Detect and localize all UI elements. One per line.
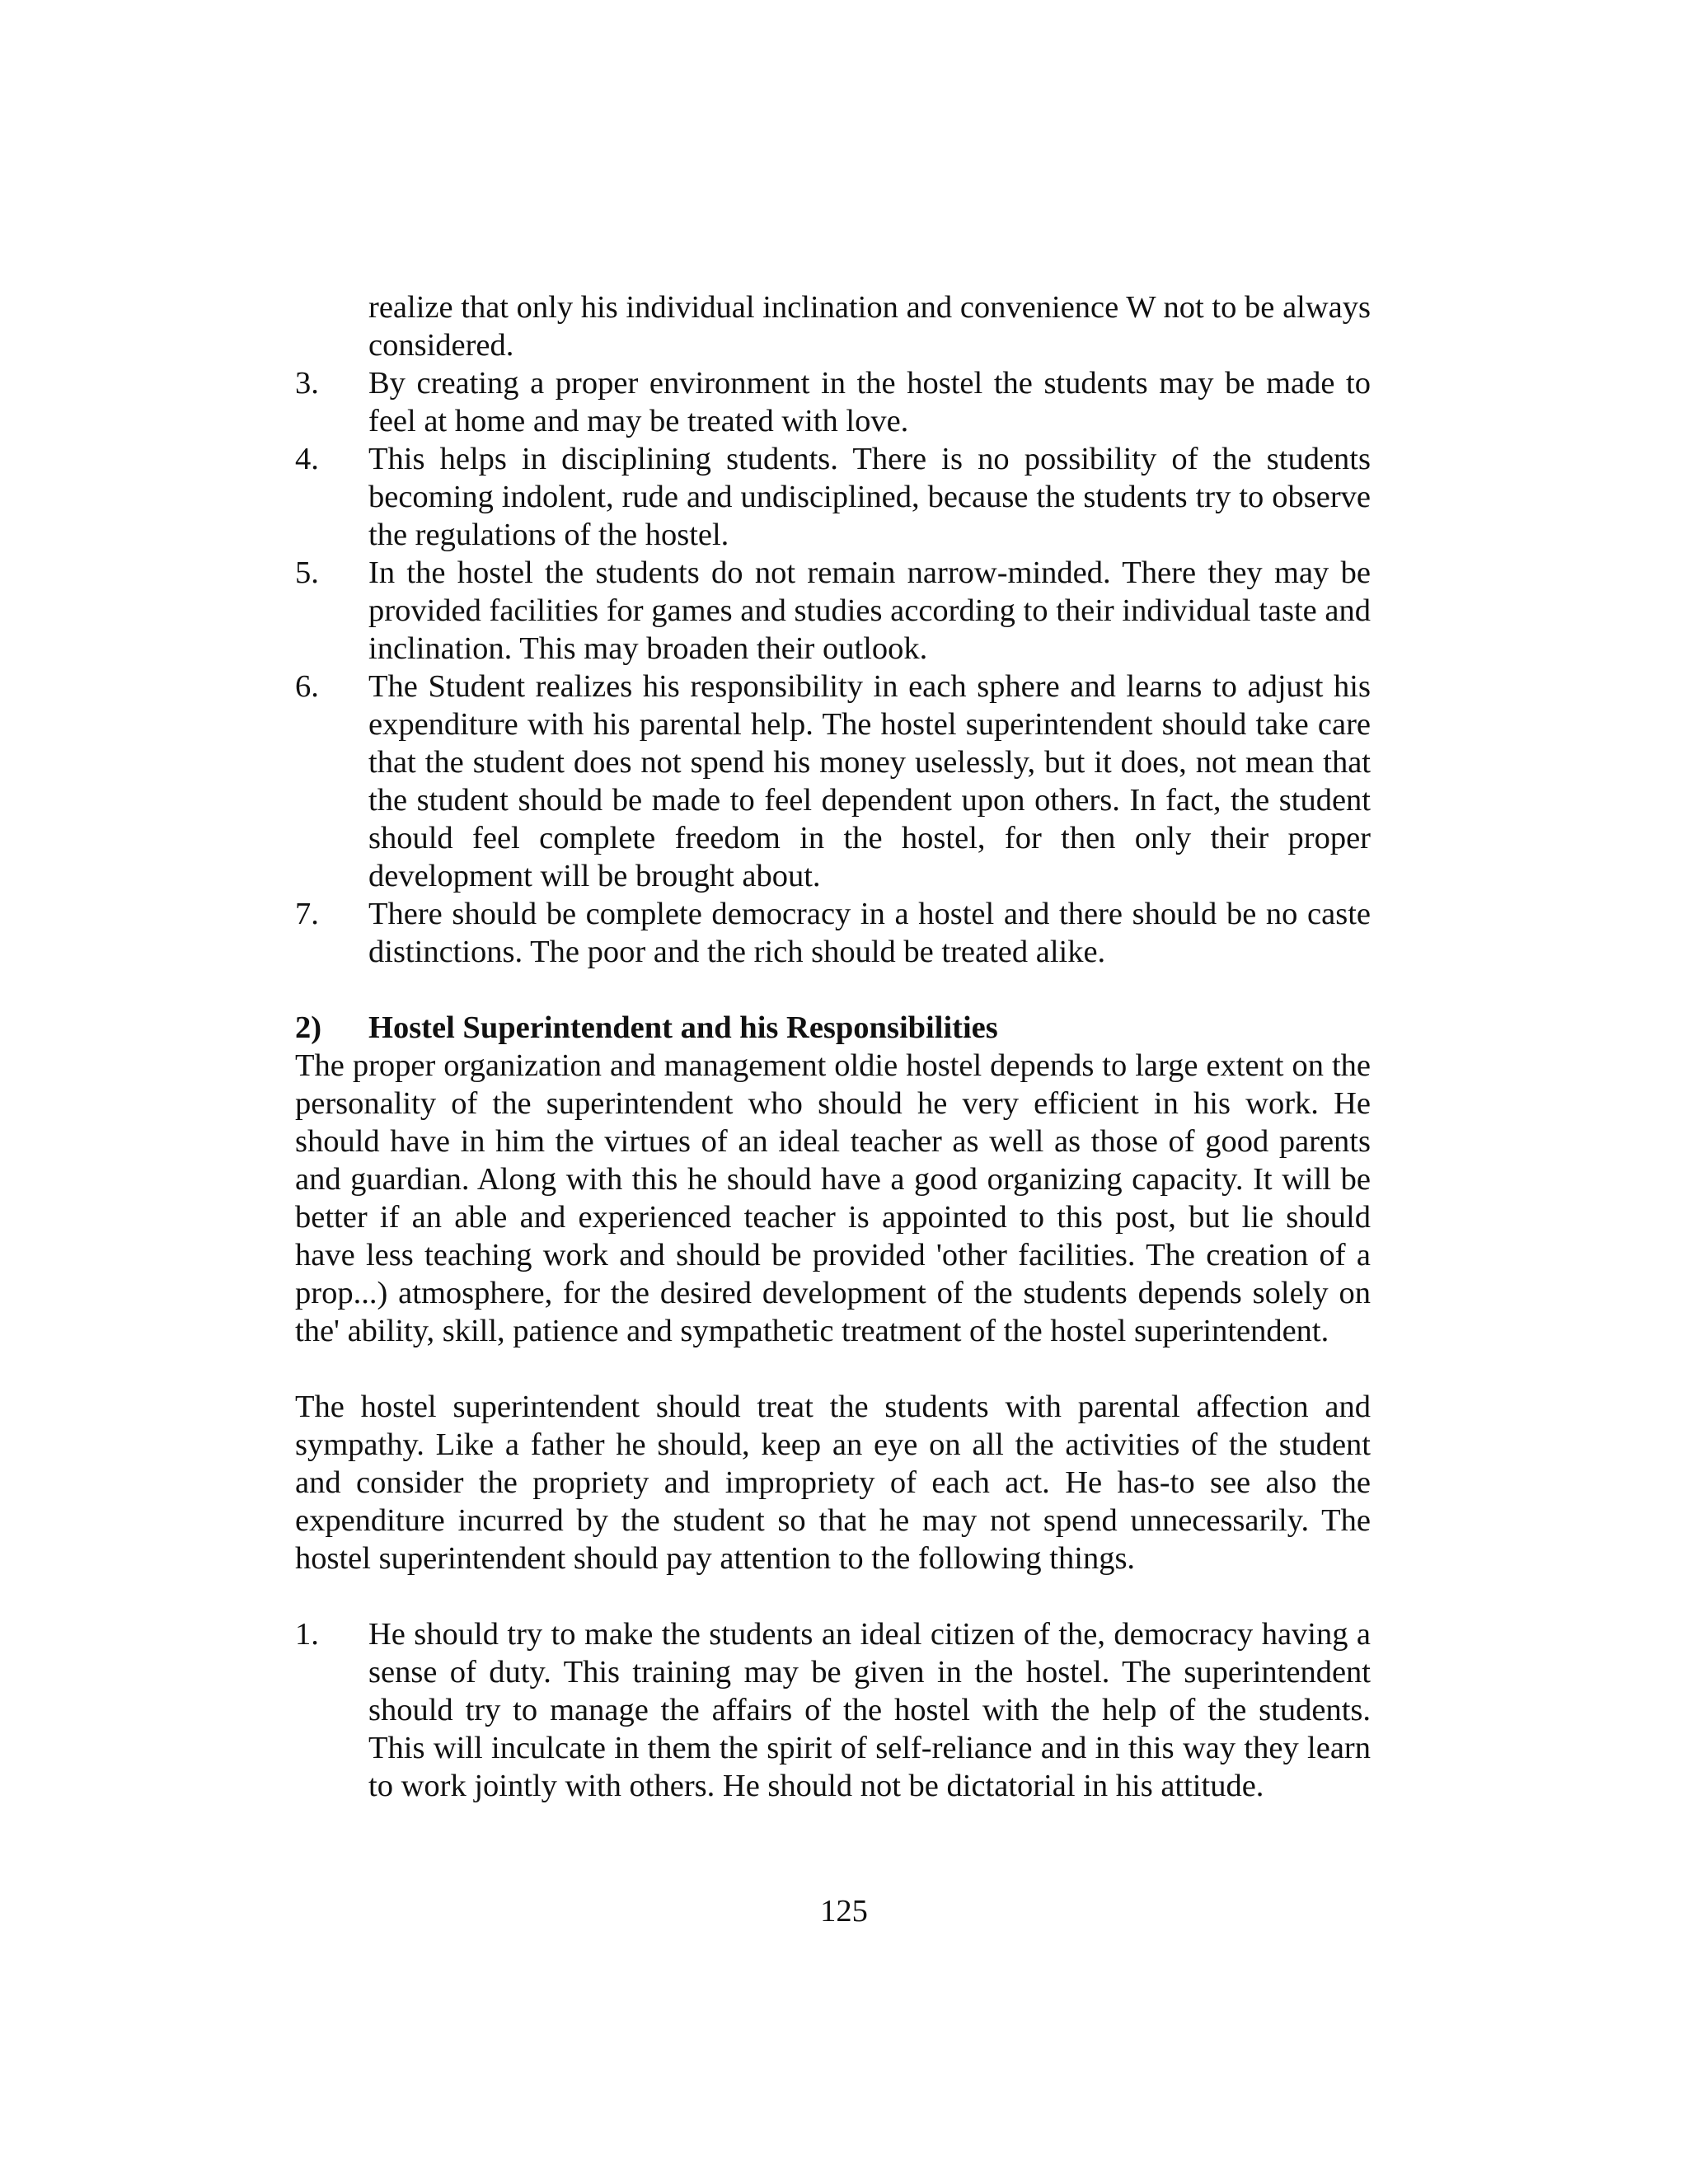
list-item-text: This helps in disciplining students. There is no possibility of the students becoming indolent, rude and undisciplined, because the students try to observe the regulations of the hostel. — [368, 442, 1371, 552]
list-item — [295, 440, 1371, 554]
list-item-text: By creating a proper environment in the hostel the students may be made to feel at home and may be treated with love. — [368, 366, 1371, 438]
list-item-number: 4. — [295, 442, 319, 476]
list-item-text: He should try to make the students an ideal citizen of the, democracy having a sense of duty. This training may be given in the hostel. The superintendent should try to manage the affairs of the hostel with the help of the students. This will inculcate in them the spirit of self-reliance and in this way they learn to work jointly with others. He should not be dictatorial in his attitude. — [368, 1617, 1371, 1803]
page-body — [295, 288, 1371, 1805]
list-item-number: 7. — [295, 897, 319, 931]
section-number: 2) — [295, 1010, 322, 1045]
list-item — [295, 364, 1371, 440]
paragraph: The proper organization and management oldie hostel depends to large extent on the personality of the superintendent who should he very efficient in his work. He should have in him the virtues of an ideal teacher as well as those of good parents and guardian. Along with this he should have a good organizing capacity. It will be better if an able and experienced teacher is appointed to this post, but lie should have less teaching work and should be provided 'other facilities. The creation of a prop...) atmosphere, for the desired development of the students depends solely on the' ability, skill, patience and sympathetic treatment of the hostel superintendent. — [295, 1048, 1371, 1348]
list-item-text: The Student realizes his responsibility in each sphere and learns to adjust his expenditure with his parental help. The hostel superintendent should take care that the student does not spend his money uselessly, but it does, not mean that the student should be made to feel dependent upon others. In fact, the student should feel complete freedom in the hostel, for then only their proper development will be brought about. — [368, 669, 1371, 893]
list-item — [295, 668, 1371, 895]
section-title: Hostel Superintendent and his Responsibilities — [368, 1010, 998, 1045]
list-item-number: 1. — [295, 1617, 319, 1652]
section-heading — [295, 1009, 1371, 1047]
continuation-text — [295, 288, 1371, 364]
list-item — [295, 554, 1371, 668]
list-item-text: There should be complete democracy in a hostel and there should be no caste distinctions. The poor and the rich should be treated alike. — [368, 897, 1371, 969]
list-item — [295, 1615, 1371, 1805]
list-item-number: 5. — [295, 555, 319, 590]
list-item-number: 3. — [295, 366, 319, 401]
paragraph: The hostel superintendent should treat the students with parental affection and sympathy. Like a father he should, keep an eye on all the activities of the student and consider the propriety and impropriety of each act. He has-to see also the expenditure incurred by the student so that he may not spend unnecessarily. The hostel superintendent should pay attention to the following things. — [295, 1390, 1371, 1576]
list-item-text: In the hostel the students do not remain narrow-minded. There they may be provided facilities for games and studies according to their individual taste and inclination. This may broaden their outlook. — [368, 555, 1371, 666]
list-item — [295, 895, 1371, 971]
continuation-text-body: realize that only his individual inclination and convenience W not to be always considered. — [368, 290, 1371, 363]
list-item-number: 6. — [295, 669, 319, 704]
page-number: 125 — [820, 1894, 868, 1929]
